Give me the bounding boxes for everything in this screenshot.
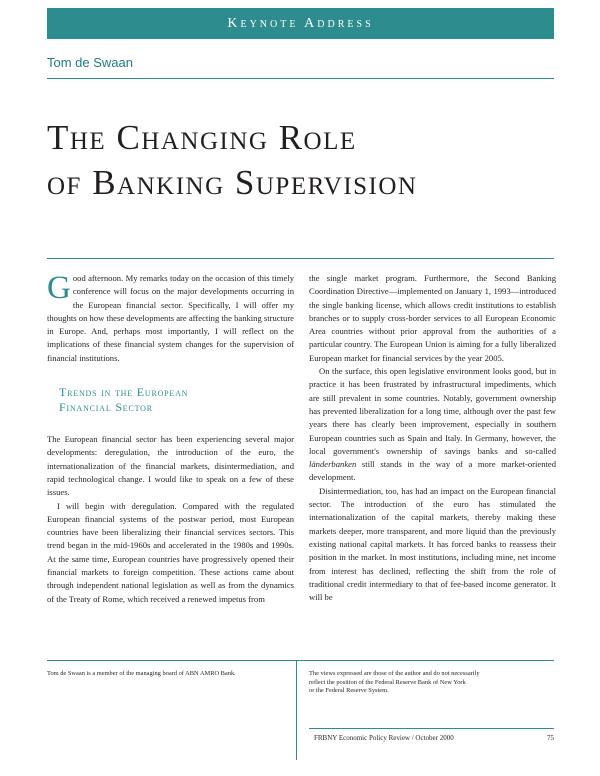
disclaimer-footnote	[309, 670, 554, 696]
author-footnote: Tom de Swaan is a member of the managing board of ABN AMRO Bank.	[47, 670, 236, 677]
body-paragraph: the single market program. Furthermore, the Second Banking Coordination Directive—implemented on January 1, 1993—introduced the single banking license, which allows credit institutions to establish branches or to supply cross-border services to all European Economic Area countries without prior approval from the authorities of a particular country. The European Union is aiming for a fully liberalized European market for financial services by the year 2005.	[309, 273, 556, 363]
column-left	[47, 272, 294, 606]
publication-name: FRBNY Economic Policy Review / October 2000	[314, 734, 454, 742]
section-heading-line-2: Financial Sector	[59, 400, 153, 415]
folio-rule	[309, 728, 554, 729]
body-paragraph	[309, 365, 556, 485]
section-heading-line-1: Trends in the European	[59, 385, 189, 400]
title-line-2: of Banking Supervision	[47, 163, 418, 202]
intro-text: ood afternoon. My remarks today on the occasion of this timely conference will focus on the major developments occurring in the European financial sector. Specifically, I will offer my thoughts on how these developments are affecting the banking structure in Europe. And, perhaps most importantly, I will reflect on the implications of these financial system changes for the supervision of financial institutions.	[47, 273, 294, 363]
italic-term: länderbanken	[309, 459, 357, 470]
section-banner: Keynote Address	[47, 8, 554, 39]
drop-cap: G	[47, 270, 71, 306]
title-line-1: The Changing Role	[47, 118, 357, 157]
intro-paragraph	[47, 272, 294, 365]
body-paragraph: I will begin with deregulation. Compared with the regulated European financial systems of the postwar period, most European countries have been liberalizing their financial services sectors. This trend began in the mid-1960s and accelerated in the 1980s and 1990s. At the same time, European countries have progressively opened their financial markets to foreign competition. These actions came about through independent national legislation as well as from the dynamics of the Treaty of Rome, which received a renewed impetus from	[47, 500, 294, 604]
disclaimer-line-3: or the Federal Reserve System.	[309, 687, 389, 695]
column-divider	[296, 660, 297, 760]
footnote-rule	[47, 660, 554, 661]
title-rule	[47, 258, 554, 259]
author-name: Tom de Swaan	[47, 55, 133, 70]
article-title	[47, 115, 567, 205]
page-folio	[314, 733, 554, 743]
author-rule	[47, 78, 554, 79]
paragraph-text: still stands in the way of a more market-oriented development.	[309, 459, 556, 483]
body-paragraph: Disintermediation, too, has had an impact on the European financial sector. The introduction of the euro has stimulated the internationalization of the capital markets, thereby making these markets deeper, more transparent, and more liquid than the previously existing national capital markets. It has forced banks to reassess their position in the market. In most institutions, including mine, net income from interest has declined, reflecting the shift from the role of traditional credit intermediary to that of fee-based income generator. It will be	[309, 485, 556, 603]
disclaimer-line-1: The views expressed are those of the author and do not necessarily	[309, 670, 480, 677]
column-right	[309, 272, 556, 604]
body-paragraph: The European financial sector has been experiencing several major developments: deregulation, the introduction of the euro, the internationalization of the financial markets, disintermediation, and rapid technological change. I would like to speak on a few of these issues.	[47, 434, 294, 498]
section-heading	[59, 385, 294, 415]
paragraph-text: On the surface, this open legislative environment looks good, but in practice it has been frustrated by infrastructural impediments, which are still prevalent in some countries. Notably, government ownership has prevented liberalization for a long time, although over the past few years there has clearly been improvement, especially in southern European countries such as Spain and Italy. In Germany, however, the local government's ownership of savings banks and so-called	[309, 366, 556, 456]
page-number: 75	[547, 734, 554, 742]
disclaimer-line-2: reflect the position of the Federal Reserve Bank of New York	[309, 678, 466, 686]
